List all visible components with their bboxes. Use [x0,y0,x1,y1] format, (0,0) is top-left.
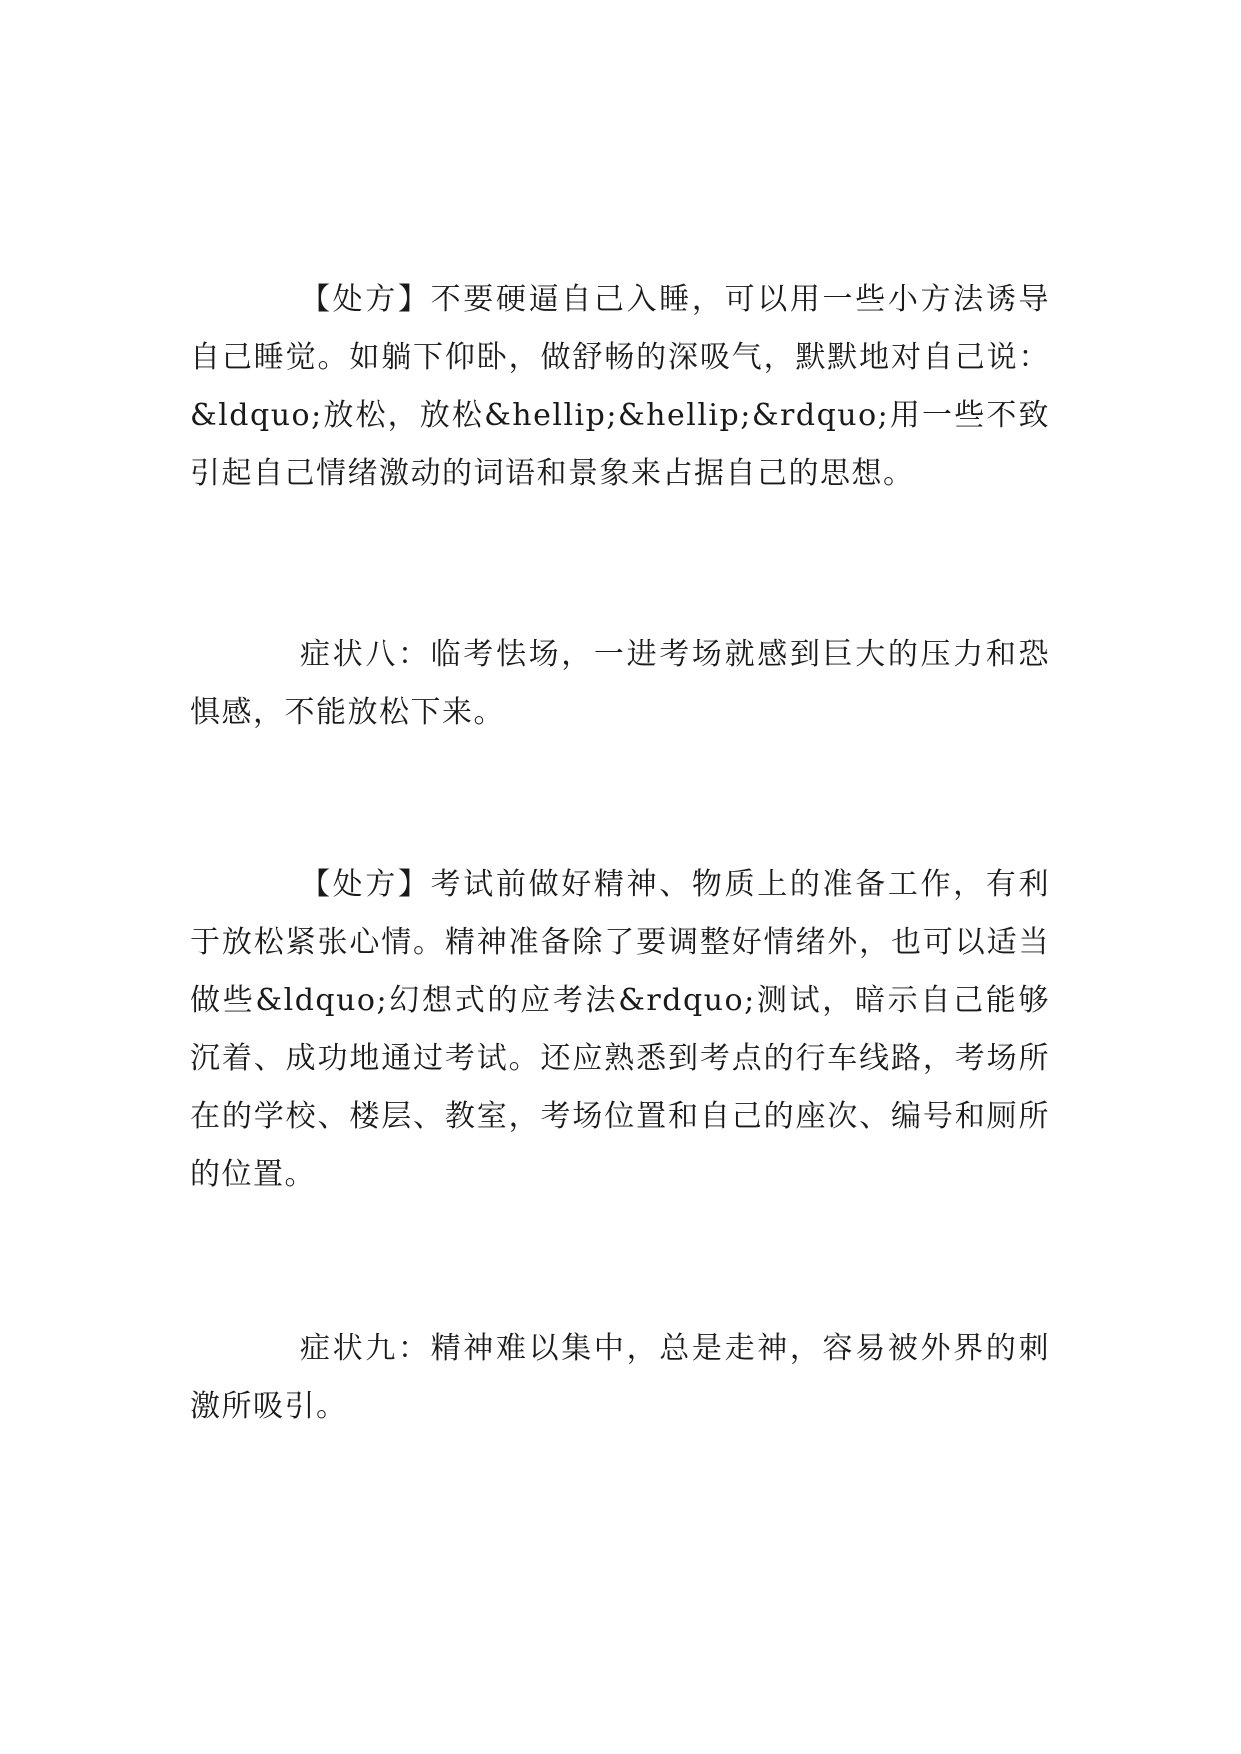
paragraph-prescription-insomnia: 【处方】不要硬逼自己入睡，可以用一些小方法诱导自己睡觉。如躺下仰卧，做舒畅的深吸气，默默地对自己说：&ldquo;放松，放松&hellip;&hellip;&rdquo;用一些不致引起自己情绪激动的词语和景象来占据自己的思想。 [190,282,1050,491]
paragraph-prescription-stage-fright: 【处方】考试前做好精神、物质上的准备工作，有利于放松紧张心情。精神准备除了要调整好情绪外，也可以适当做些&ldquo;幻想式的应考法&rdquo;测试，暗示自己能够沉着、成功地通过考试。还应熟悉到考点的行车线路，考场所在的学校、楼层、教室，考场位置和自己的座次、编号和厕所的位置。 [190,867,1050,1192]
paragraph-symptom-nine: 症状九：精神难以集中，总是走神，容易被外界的刺激所吸引。 [190,1331,1050,1424]
paragraph-symptom-eight: 症状八：临考怯场，一进考场就感到巨大的压力和恐惧感，不能放松下来。 [190,637,1050,730]
